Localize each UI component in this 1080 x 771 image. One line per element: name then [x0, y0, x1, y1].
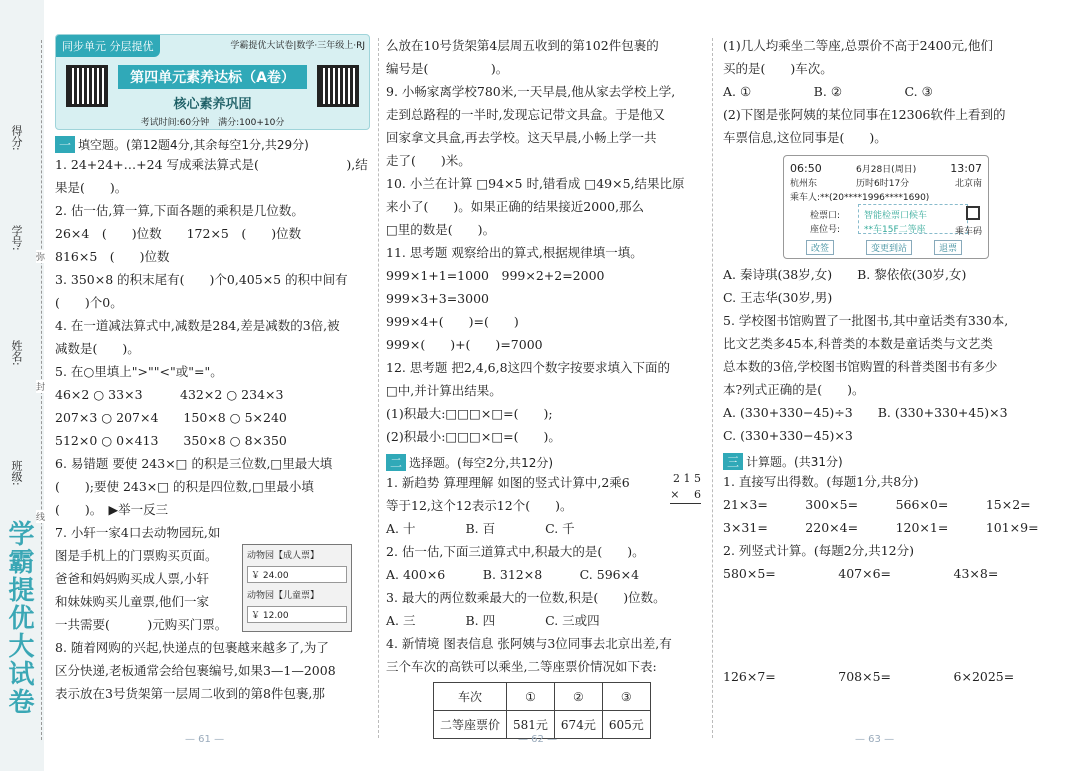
question-line: 999×( )+( )=7000	[386, 337, 543, 352]
change-station-button: 变更到站	[866, 240, 912, 255]
question-line: 6. 易错题 要使 243×□ 的积是三位数,□里最大填	[55, 456, 333, 471]
question-line: 8. 随着网购的兴起,快递点的包裹越来越多了,为了	[55, 640, 329, 655]
question-line: ( );要使 243×□ 的积是四位数,□里最小填	[55, 479, 314, 494]
exam-info: 考试时间:60分钟 满分:100+10分	[140, 118, 285, 128]
question-line: A. 400×6 B. 312×8 C. 596×4	[386, 567, 640, 582]
adult-ticket-label: 动物园【成人票】	[247, 551, 320, 561]
question-line: 三个车次的高铁可以乘坐,二等座票价情况如下表:	[386, 659, 657, 674]
child-ticket-label: 动物园【儿童票】	[247, 591, 320, 601]
question-line: 总本数的3倍,学校图书馆购置的科普类图书有多少	[723, 359, 998, 374]
school-no-label: 学号:	[10, 225, 23, 251]
question-line: 3×31= 220×4= 120×1= 101×9=	[723, 520, 1039, 535]
section-heading: 三 计算题。(共31分)	[723, 453, 1045, 470]
question-line: (2)积最小:□□□×□=( )。	[386, 429, 561, 444]
question-line: 区分快递,老板通常会给包裹编号,如果3—1—2008	[55, 663, 336, 678]
question-line: 999×1+1=1000 999×2+2=2000 999×3+3=3000	[386, 268, 618, 306]
train-ticket-card: 06:50 6月28日(周日) 13:07 杭州东 历时6时17分 北京南 乘车人:**(20****1996****1690) 检票口: 智能检票口候车 座位号: **车15F二等座 乘车码 改签 变更到站 退票	[783, 155, 989, 259]
question-line: 编号是( )。	[386, 61, 509, 76]
score-label: 得分:	[10, 125, 23, 151]
question-line: 买的是( )车次。	[723, 61, 833, 76]
column-2	[386, 34, 701, 739]
question-line: 4. 在一道减法算式中,减数是284,差是减数的3倍,被	[55, 318, 340, 333]
series-label: 学霸提优大试卷|数学·三年级上·RJ	[230, 41, 365, 51]
question-line: (1)积最大:□□□×□=( );	[386, 406, 553, 421]
qr-code-icon	[966, 206, 980, 220]
class-label: 班级:	[10, 460, 23, 486]
cut-word: 线	[36, 510, 45, 523]
question-line: 46×2 ○ 33×3 432×2 ○ 234×3	[55, 387, 284, 402]
question-line: 减数是( )。	[55, 341, 140, 356]
question-line: 10. 小兰在计算 □94×5 时,错看成 □49×5,结果比原	[386, 176, 685, 191]
exam-title: 第四单元素养达标（A卷）	[118, 65, 307, 89]
question-line: A. 十 B. 百 C. 千	[386, 521, 575, 536]
question-line: 207×3 ○ 207×4 150×8 ○ 5×240	[55, 410, 287, 425]
question-list	[723, 263, 1045, 447]
question-line: 一共需要( )元购买门票。	[55, 617, 228, 632]
question-line: 26×4 ( )位数 172×5 ( )位数	[55, 226, 302, 241]
question-list	[723, 34, 1045, 149]
question-line: 走了( )米。	[386, 153, 471, 168]
fare-table: 车次 ① ② ③ 二等座票价 581元 674元 605元	[433, 682, 651, 739]
question-line: 12. 思考题 把2,4,6,8这四个数字按要求填入下面的	[386, 360, 671, 375]
question-line: 999×4+( )=( )	[386, 314, 519, 329]
question-line: C. 王志华(30岁,男)	[723, 290, 833, 305]
question-line: 9. 小畅家离学校780米,一天早晨,他从家去学校上学,	[386, 84, 676, 99]
question-line: 走到总路程的一半时,发现忘记带文具盒。于是他又	[386, 107, 665, 122]
column-1	[55, 34, 370, 705]
question-line: 图是手机上的门票购买页面。	[55, 548, 218, 563]
question-line: 爸爸和妈妈购买成人票,小轩	[55, 571, 209, 586]
question-line: 4. 新情境 图表信息 张阿姨与3位同事去北京出差,有	[386, 636, 672, 651]
question-line: 5. 在○里填上">""<"或"="。	[55, 364, 223, 379]
question-line: ( )。 ▶举一反三	[55, 502, 169, 517]
question-line: 3. 350×8 的积末尾有( )个0,405×5 的积中间有	[55, 272, 348, 287]
question-list	[386, 471, 701, 678]
spine-title: 学霸提优大试卷	[4, 520, 34, 716]
question-line: 5. 学校图书馆购置了一批图书,其中童话类有330本,	[723, 313, 1009, 328]
question-line: 2. 估一估,下面三道算式中,积最大的是( )。	[386, 544, 645, 559]
question-line: 车票信息,这位同事是( )。	[723, 130, 887, 145]
question-line: 11. 思考题 观察给出的算式,根据规律填一填。	[386, 245, 643, 260]
unit-tag: 同步单元 分层提优	[56, 35, 160, 57]
question-line: 512×0 ○ 0×413 350×8 ○ 8×350	[55, 433, 287, 448]
exam-banner	[55, 34, 370, 130]
question-line: 580×5= 407×6= 43×8=	[723, 566, 999, 581]
question-line: 和妹妹购买儿童票,他们一家	[55, 594, 209, 609]
question-line: (2)下图是张阿姨的某位同事在12306软件上看到的	[723, 107, 1006, 122]
question-line: 比文艺类多45本,科普类的本数是童话类与文艺类	[723, 336, 993, 351]
vertical-calc: 2 1 5 × 6	[670, 471, 701, 504]
section-heading: 一 填空题。(第12题4分,其余每空1分,共29分)	[55, 136, 370, 153]
question-line: 2. 估一估,算一算,下面各题的乘积是几位数。	[55, 203, 304, 218]
question-line: C. (330+330−45)×3	[723, 428, 853, 443]
question-line: 本?列式正确的是( )。	[723, 382, 865, 397]
question-line: A. 秦诗琪(38岁,女) B. 黎依依(30岁,女)	[723, 267, 967, 282]
child-ticket-price: ￥ 12.00	[247, 606, 347, 623]
column-divider	[712, 38, 713, 738]
name-label: 姓名:	[10, 340, 23, 366]
column-3	[723, 34, 1045, 688]
question-line: 3. 最大的两位数乘最大的一位数,积是( )位数。	[386, 590, 666, 605]
section-heading: 二 选择题。(每空2分,共12分)	[386, 454, 701, 471]
question-line: □里的数是( )。	[386, 222, 496, 237]
page-number: — 61 —	[185, 734, 225, 745]
question-line: 等于12,这个12表示12个( )。	[386, 498, 573, 513]
question-line: 7. 小轩一家4口去动物园玩,如	[55, 525, 221, 540]
question-line: A. (330+330−45)÷3 B. (330+330+45)×3	[723, 405, 1008, 420]
question-list	[723, 470, 1045, 585]
page-number: — 62 —	[518, 734, 558, 745]
calc-row: 126×7= 708×5= 6×2025=	[723, 669, 1015, 684]
question-line: 果是( )。	[55, 180, 128, 195]
question-line: 1. 直接写出得数。(每题1分,共8分)	[723, 474, 919, 489]
question-line: 么放在10号货架第4层周五收到的第102件包裹的	[386, 38, 659, 53]
reschedule-button: 改签	[806, 240, 834, 255]
question-line: 816×5 ( )位数	[55, 249, 170, 264]
cut-word: 弥	[36, 250, 45, 263]
question-line: 来小了( )。如果正确的结果接近2000,那么	[386, 199, 645, 214]
student-info	[8, 125, 38, 510]
adult-ticket-price: ￥ 24.00	[247, 566, 347, 583]
question-line: 2. 列竖式计算。(每题2分,共12分)	[723, 543, 914, 558]
column-divider	[378, 38, 379, 738]
question-line: (1)几人均乘坐二等座,总票价不高于2400元,他们	[723, 38, 993, 53]
question-line: A. 三 B. 四 C. 三或四	[386, 613, 600, 628]
question-line: A. ① B. ② C. ③	[723, 84, 933, 99]
question-line: 1. 24+24+…+24 写成乘法算式是( ),结	[55, 157, 368, 172]
exam-subtitle: 核心素养巩固	[173, 97, 252, 112]
page-number: — 63 —	[855, 734, 895, 745]
question-line: 回家拿文具盒,再去学校。这天早晨,小畅上学一共	[386, 130, 657, 145]
question-line: 21×3= 300×5= 566×0= 15×2=	[723, 497, 1031, 512]
question-line: 表示放在3号货架第一层周二收到的第8件包裹,那	[55, 686, 325, 701]
ticket-purchase-panel	[242, 544, 352, 632]
refund-button: 退票	[934, 240, 962, 255]
question-line: 1. 新趋势 算理理解 如图的竖式计算中,2乘6	[386, 475, 630, 490]
cut-word: 封	[36, 380, 45, 393]
question-line: □中,并计算出结果。	[386, 383, 502, 398]
question-list	[386, 34, 701, 448]
question-line: ( )个0。	[55, 295, 123, 310]
